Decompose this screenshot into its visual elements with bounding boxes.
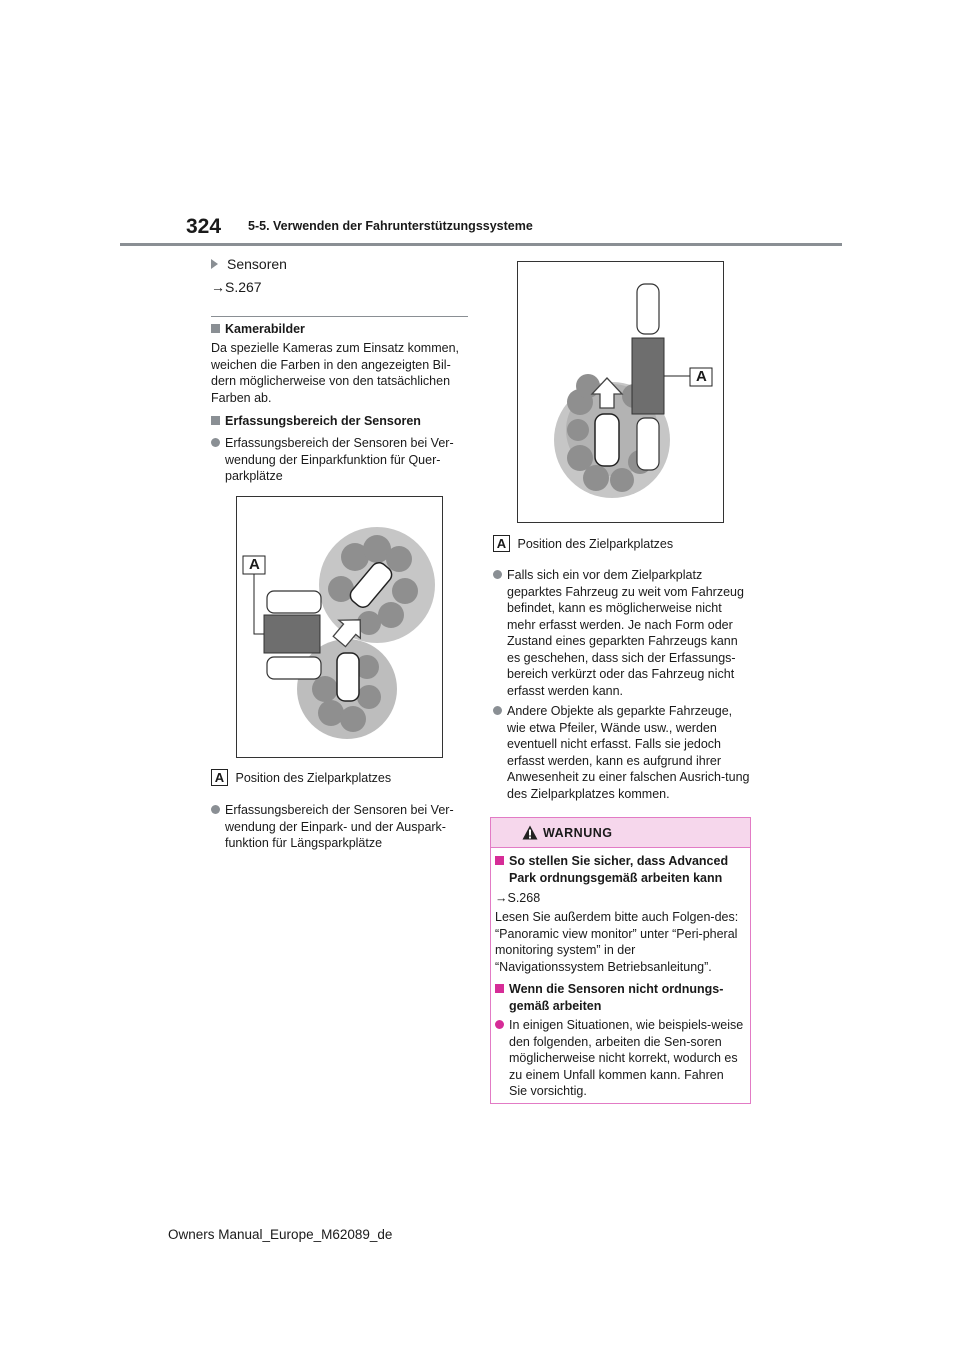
page-number: 324 <box>186 215 222 238</box>
ego-vehicle <box>595 414 619 466</box>
transverse-parking-figure <box>236 496 443 758</box>
footer-text: Owners Manual_Europe_M62089_de <box>168 1227 393 1242</box>
square-marker-icon <box>211 324 220 333</box>
warning-heading-2: Wenn die Sensoren nicht ordnungs-gemäß arbeiten <box>495 981 745 1014</box>
callout-letter: A <box>493 535 510 552</box>
left-bullet-1: Erfassungsbereich der Sensoren bei Ver-wendung der Einparkfunktion für Quer-parkplätze <box>211 435 469 485</box>
warning-text: Lesen Sie außerdem bitte auch Folgen-des: “Panoramic view monitor” unter “Peri-pheral monitoring system” in der “Navigationssystem Betriebsanleitung”. <box>495 910 739 974</box>
bullet-dot-icon <box>211 438 220 447</box>
bullet-dot-icon <box>211 805 220 814</box>
sensors-reference: →S.267 <box>211 279 262 295</box>
parking-diagram <box>518 262 723 522</box>
callout-letter: A <box>211 769 228 786</box>
figure-label: A <box>249 556 260 573</box>
warning-box <box>490 817 751 1104</box>
warning-title: WARNUNG <box>543 826 613 840</box>
left-caption: A Position des Zielparkplatzes <box>211 769 391 787</box>
warning-header <box>491 818 750 848</box>
warning-heading-1: So stellen Sie sicher, dass Advanced Park ordnungsgemäß arbeiten kann <box>495 853 745 886</box>
square-marker-icon <box>211 416 220 425</box>
parallel-parking-figure <box>517 261 724 523</box>
target-parking-space <box>632 338 664 414</box>
callout-line <box>254 573 264 634</box>
warning-reference: →S.268 <box>495 891 541 905</box>
square-marker-icon <box>495 984 504 993</box>
camera-text: Da spezielle Kameras zum Einsatz kommen, weichen die Farben in den angezeigten Bil-dern möglicherweise von den tatsächlichen Farben ab. <box>211 341 460 405</box>
square-marker-icon <box>495 856 504 865</box>
camera-heading: Kamerabilder <box>211 321 305 338</box>
detection-heading: Erfassungsbereich der Sensoren <box>211 413 421 430</box>
warning-triangle-icon <box>522 825 538 840</box>
divider <box>211 316 468 317</box>
right-bullet-1: Falls sich ein vor dem Zielparkplatz geparktes Fahrzeug zu weit vom Fahrzeug befindet, kann es möglicherweise nicht mehr erfasst werden. Je nach Form oder Zustand eines geparkten Fahrzeugs kann es geschehen, dass sich der Erfassungs-bereich verkürzt oder das Fahrzeug nicht erfasst werden kann. <box>493 567 751 699</box>
right-caption: A Position des Zielparkplatzes <box>493 535 673 553</box>
right-bullet-2: Andere Objekte als geparkte Fahrzeuge, wie etwa Pfeiler, Wände usw., werden eventuell nicht erfasst. Falls sie jedoch erfasst werden, kann es aufgrund ihrer Anwesenheit zu einer falschen Ausrich-tung des Zielparkplatzes kommen. <box>493 703 751 802</box>
parking-diagram <box>237 497 442 757</box>
target-parking-space <box>264 615 320 653</box>
bullet-dot-icon <box>495 1020 504 1029</box>
section-title: 5-5. Verwenden der Fahrunterstützungssysteme <box>248 219 533 233</box>
warning-bullet: In einigen Situationen, wie beispiels-weise den folgenden, arbeiten die Sen-soren möglicherweise nicht korrekt, wodurch es zu einem Unfall kommen kann. Fahren Sie vorsichtig. <box>495 1017 745 1100</box>
bullet-dot-icon <box>493 706 502 715</box>
figure-label: A <box>696 368 707 385</box>
bullet-dot-icon <box>493 570 502 579</box>
triangle-marker-icon <box>211 259 218 269</box>
header-rule <box>120 243 842 246</box>
sensors-heading: Sensoren <box>211 256 287 273</box>
left-bullet-2: Erfassungsbereich der Sensoren bei Ver-wendung der Einpark- und der Auspark-funktion für Längsparkplätze <box>211 802 469 852</box>
